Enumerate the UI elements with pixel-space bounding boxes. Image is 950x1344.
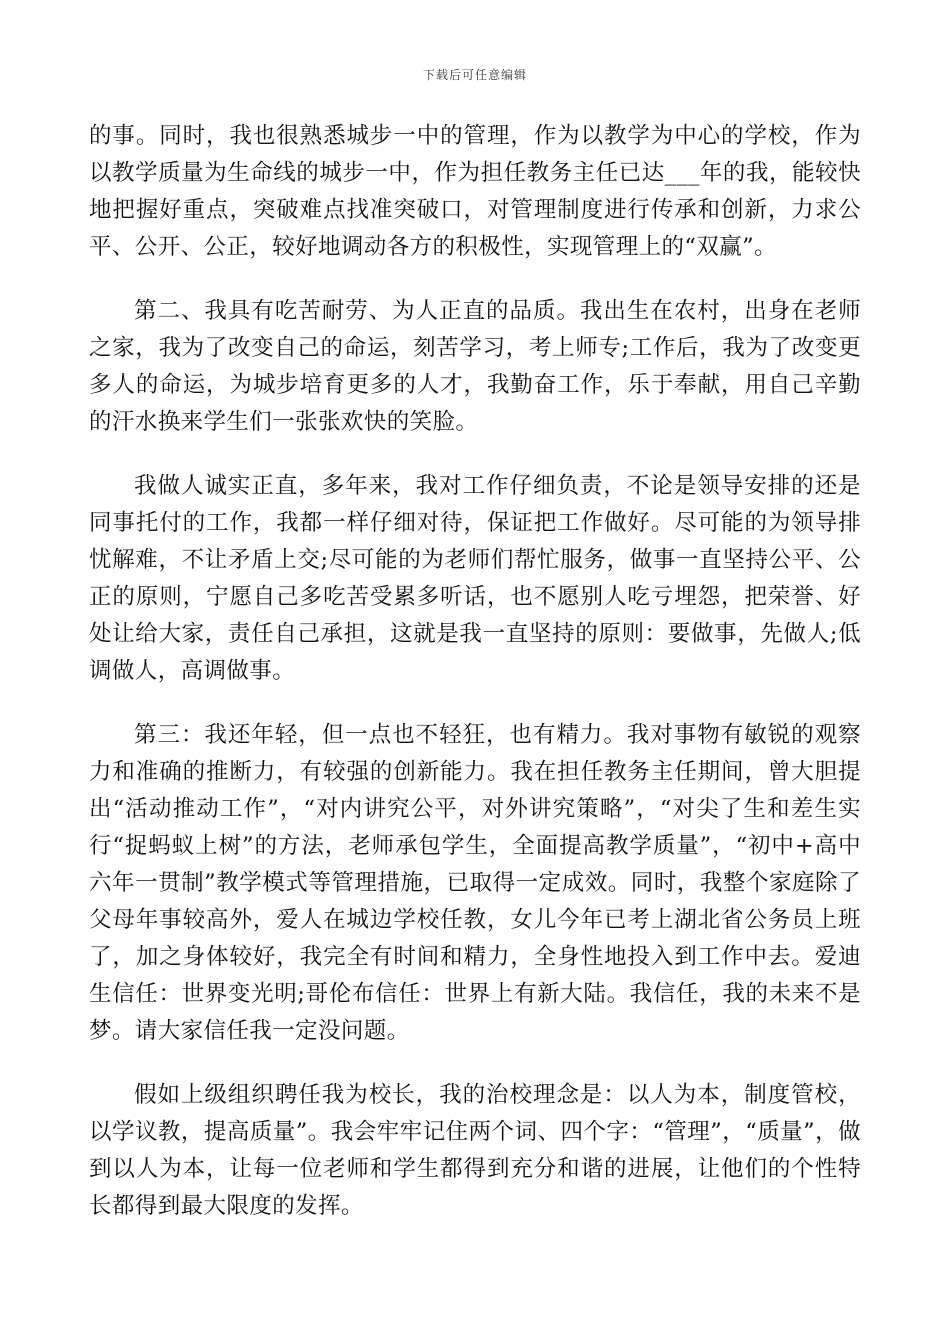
paragraph-third-point: 第三：我还年轻，但一点也不轻狂，也有精力。我对事物有敏锐的观察力和准确的推断力，有较强的创新能力。我在担任教务主任期间，曾大胆提出“活动推动工作”，“对内讲究公平，对外讲究策略”，“对尖了生和差生实行“捉蚂蚁上树”的方法，老师承包学生，全面提高教学质量”，“初中+高中六年一贯制”教学模式等管理措施，已取得一定成效。同时，我整个家庭除了父母年事较高外，爱人在城边学校任教，女儿今年已考上湖北省公务员上班了，加之身体较好，我完全有时间和精力，全身性地投入到工作中去。爱迪生信任：世界变光明;哥伦布信任：世界上有新大陆。我信任，我的未来不是梦。请大家信任我一定没问题。 (89, 722, 861, 1044)
paragraph-integrity: 我做人诚实正直，多年来，我对工作仔细负责，不论是领导安排的还是同事托付的工作，我都一样仔细对待，保证把工作做好。尽可能的为领导排忧解难，不让矛盾上交;尽可能的为老师们帮忙服务，做事一直坚持公平、公正的原则，宁愿自己多吃苦受累多听话，也不愿别人吃亏埋怨，把荣誉、好处让给大家，责任自己承担，这就是我一直坚持的原则：要做事，先做人;低调做人，高调做事。 (89, 473, 861, 684)
page-header: 下载后可任意编辑 (422, 68, 527, 82)
paragraph-philosophy: 假如上级组织聘任我为校长，我的治校理念是：以人为本，制度管校，以学议教，提高质量”。我会牢牢记住两个词、四个字：“管理”，“质量”，做到以人为本，让每一位老师和学生都得到充分和谐的进展，让他们的个性特长都得到最大限度的发挥。 (89, 1082, 861, 1219)
document-body (89, 118, 861, 1252)
paragraph-second-point: 第二、我具有吃苦耐劳、为人正直的品质。我出生在农村，出身在老师之家，我为了改变自己的命运，刻苦学习，考上师专;工作后，我为了改变更多人的命运，为城步培育更多的人才，我勤奋工作，乐于奉献，用自己辛勤的汗水换来学生们一张张欢快的笑脸。 (89, 298, 861, 435)
paragraph-continuation: 的事。同时，我也很熟悉城步一中的管理，作为以教学为中心的学校，作为以教学质量为生命线的城步一中，作为担任教务主任已达___年的我，能较快地把握好重点，突破难点找准突破口，对管理制度进行传承和创新，力求公平、公开、公正，较好地调动各方的积极性，实现管理上的“双赢”。 (89, 123, 861, 260)
